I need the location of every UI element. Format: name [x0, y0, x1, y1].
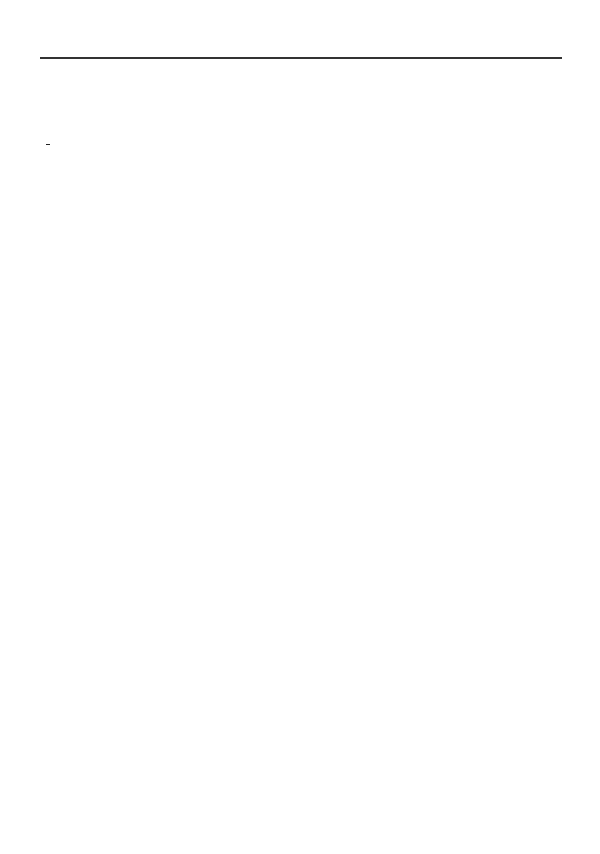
header-rule [40, 57, 562, 59]
numerator [46, 144, 50, 145]
fraction [46, 144, 50, 145]
equation-moment-damping [44, 134, 52, 153]
